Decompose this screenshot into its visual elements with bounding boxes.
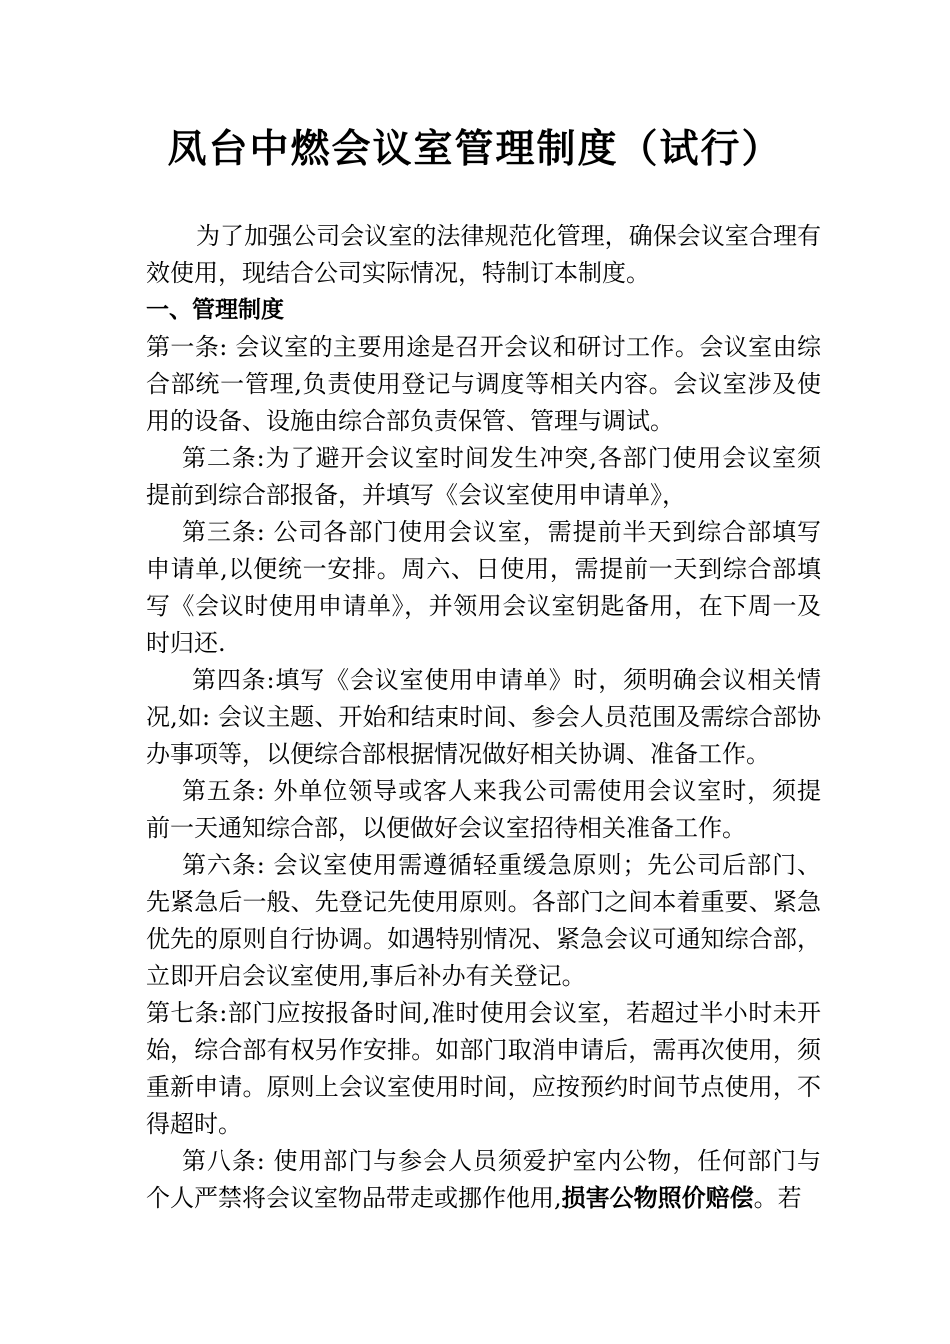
article-8-text: 第八条: 使用部门与参会人员须爱护室内公物，任何部门与个人严禁将会议室物品带走或挪作他用,: [146, 1147, 821, 1212]
article-6: 第六条: 会议室使用需遵循轻重缓急原则；先公司后部门、先紧急后一般、先登记先使用原则。各部门之间本着重要、紧急优先的原则自行协调。如遇特别情况、紧急会议可通知综合部，立即开启会议室使用,事后补办有关登记。: [146, 851, 821, 990]
article-8: [146, 1143, 821, 1217]
article-3: 第三条: 公司各部门使用会议室，需提前半天到综合部填写申请单,以便统一安排。周六、日使用，需提前一天到综合部填写《会议时使用申请单》，并领用会议室钥匙备用，在下周一及时归还.: [146, 518, 821, 657]
document-body: [146, 218, 821, 1217]
document-title: 凤台中燃会议室管理制度（试行）: [167, 127, 783, 172]
article-5: 第五条: 外单位领导或客人来我公司需使用会议室时，须提前一天通知综合部，以便做好会议室招待相关准备工作。: [146, 777, 821, 842]
article-1: 第一条: 会议室的主要用途是召开会议和研讨工作。会议室由综合部统一管理,负责使用登记与调度等相关内容。会议室涉及使用的设备、设施由综合部负责保管、管理与调试。: [146, 333, 821, 435]
section-heading: 一、管理制度: [146, 297, 284, 323]
article-2: 第二条:为了避开会议室时间发生冲突,各部门使用会议室须提前到综合部报备，并填写《会议室使用申请单》，: [146, 444, 821, 509]
article-4: 第四条:填写《会议室使用申请单》时，须明确会议相关情况,如: 会议主题、开始和结束时间、参会人员范围及需综合部协办事项等，以便综合部根据情况做好相关协调、准备工作。: [146, 666, 821, 768]
intro-paragraph: 为了加强公司会议室的法律规范化管理，确保会议室合理有效使用，现结合公司实际情况，特制订本制度。: [146, 222, 821, 287]
article-8-continuation: 。若: [753, 1184, 802, 1212]
article-7: 第七条:部门应按报备时间,准时使用会议室，若超过半小时未开始，综合部有权另作安排。如部门取消申请后，需再次使用，须重新申请。原则上会议室使用时间，应按预约时间节点使用，不得超时。: [146, 999, 821, 1138]
article-8-emphasis: 损害公物照价赔偿: [561, 1184, 754, 1212]
